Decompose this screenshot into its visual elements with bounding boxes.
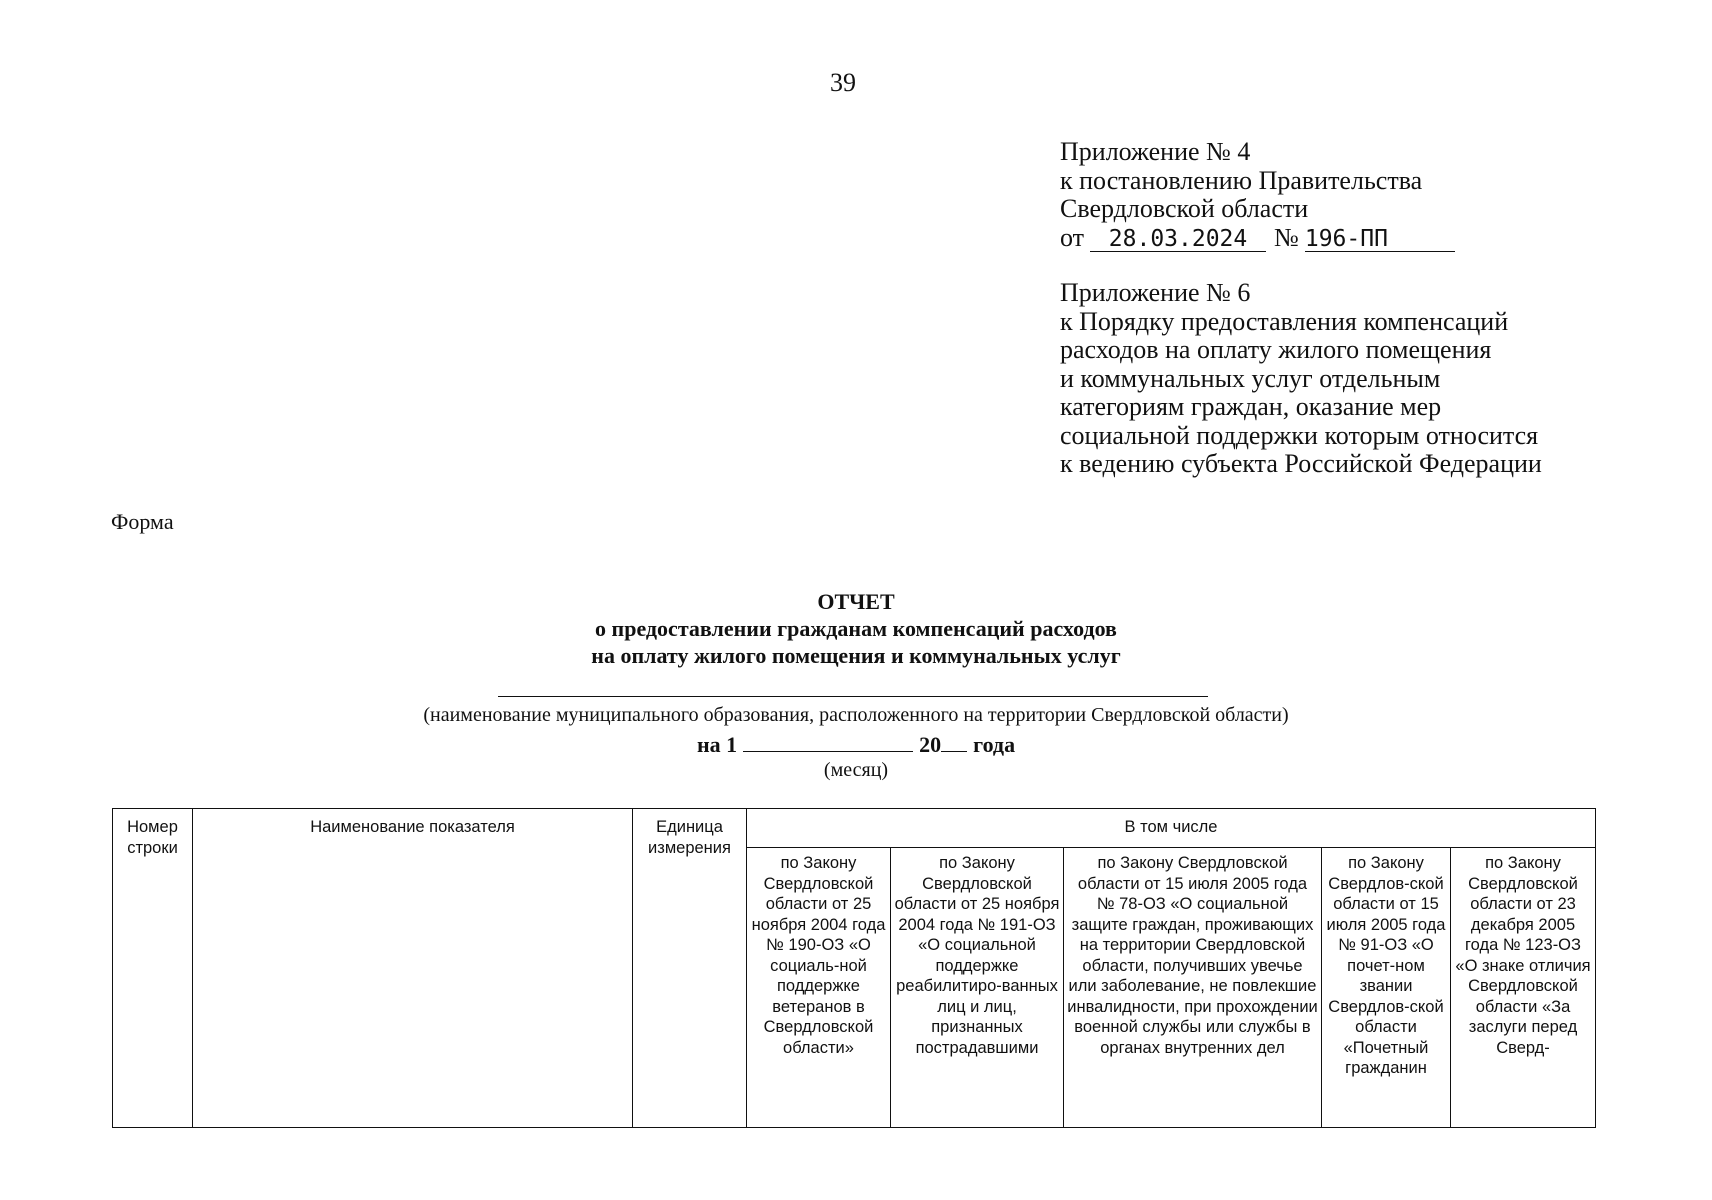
appendix-6-line: расходов на оплату жилого помещения	[1060, 335, 1492, 364]
header-indicator-name: Наименование показателя	[193, 809, 633, 1128]
municipality-caption: (наименование муниципального образования, расположенного на территории Свердловской области)	[423, 704, 1289, 726]
municipality-blank-line	[498, 696, 1208, 697]
resolution-date: 28.03.2024	[1090, 227, 1266, 252]
appendix-4-line: Приложение № 4	[1060, 137, 1251, 166]
form-label: Форма	[111, 509, 174, 534]
appendix-6-block	[1060, 279, 1542, 479]
header-law-190-oz: по Закону Свердловской области от 25 ноября 2004 года № 190-ОЗ «О социаль-ной поддержке ветеранов в Свердловской области»	[747, 848, 891, 1128]
appendix-6-line: категориям граждан, оказание мер	[1060, 392, 1442, 421]
header-law-78-oz: по Закону Свердловской области от 15 июля 2005 года № 78-ОЗ «О социальной защите граждан, проживающих на территории Свердловской области, получивших увечье или заболевание, не повлекшие инвалидности, при прохождении военной службы или службы в органах внутренних дел	[1064, 848, 1322, 1128]
report-heading	[0, 588, 1712, 669]
year-blank	[941, 731, 967, 752]
report-title: ОТЧЕТ	[817, 589, 895, 614]
appendix-6-line: к ведению субъекта Российской Федерации	[1060, 449, 1542, 478]
header-law-91-oz: по Закону Свердлов-ской области от 15 июля 2005 года № 91-ОЗ «О почет-ном звании Свердлов-ской области «Почетный гражданин	[1322, 848, 1451, 1128]
appendix-4-date-line	[1060, 224, 1455, 253]
date-line-year: 20	[919, 732, 942, 757]
date-line-suffix: года	[973, 732, 1016, 757]
report-subtitle: на оплату жилого помещения и коммунальных услуг	[591, 643, 1121, 668]
page-number: 39	[830, 68, 856, 97]
resolution-number: 196-ПП	[1305, 227, 1455, 252]
date-prefix: от	[1060, 222, 1085, 252]
header-including: В том числе	[747, 809, 1596, 848]
month-caption: (месяц)	[823, 759, 889, 781]
report-subtitle: о предоставлении гражданам компенсаций расходов	[595, 616, 1117, 641]
month-blank	[743, 731, 913, 752]
appendix-6-line: социальной поддержки которым относится	[1060, 420, 1539, 450]
report-date-line	[0, 731, 1712, 758]
appendix-6-line: Приложение № 6	[1060, 278, 1251, 307]
appendix-4-line: Свердловской области	[1060, 194, 1309, 223]
header-row-number: Номер строки	[113, 809, 193, 1128]
appendix-4-line: к постановлению Правительства	[1060, 165, 1423, 195]
appendix-6-line: к Порядку предоставления компенсаций	[1060, 306, 1509, 336]
header-unit: Единица измерения	[633, 809, 747, 1128]
report-table	[112, 808, 1596, 1128]
number-sign: №	[1274, 222, 1299, 252]
appendix-6-line: и коммунальных услуг отдельным	[1060, 363, 1441, 393]
header-law-123-oz: по Закону Свердловской области от 23 декабря 2005 года № 123-ОЗ «О знаке отличия Свердловской области «За заслуги перед Сверд-	[1451, 848, 1596, 1128]
header-law-191-oz: по Закону Свердловской области от 25 ноября 2004 года № 191-ОЗ «О социальной поддержке реабилитиро-ванных лиц и лиц, признанных пострадавшими	[891, 848, 1064, 1128]
appendix-4-block	[1060, 138, 1455, 252]
date-line-prefix: на 1	[696, 732, 738, 757]
